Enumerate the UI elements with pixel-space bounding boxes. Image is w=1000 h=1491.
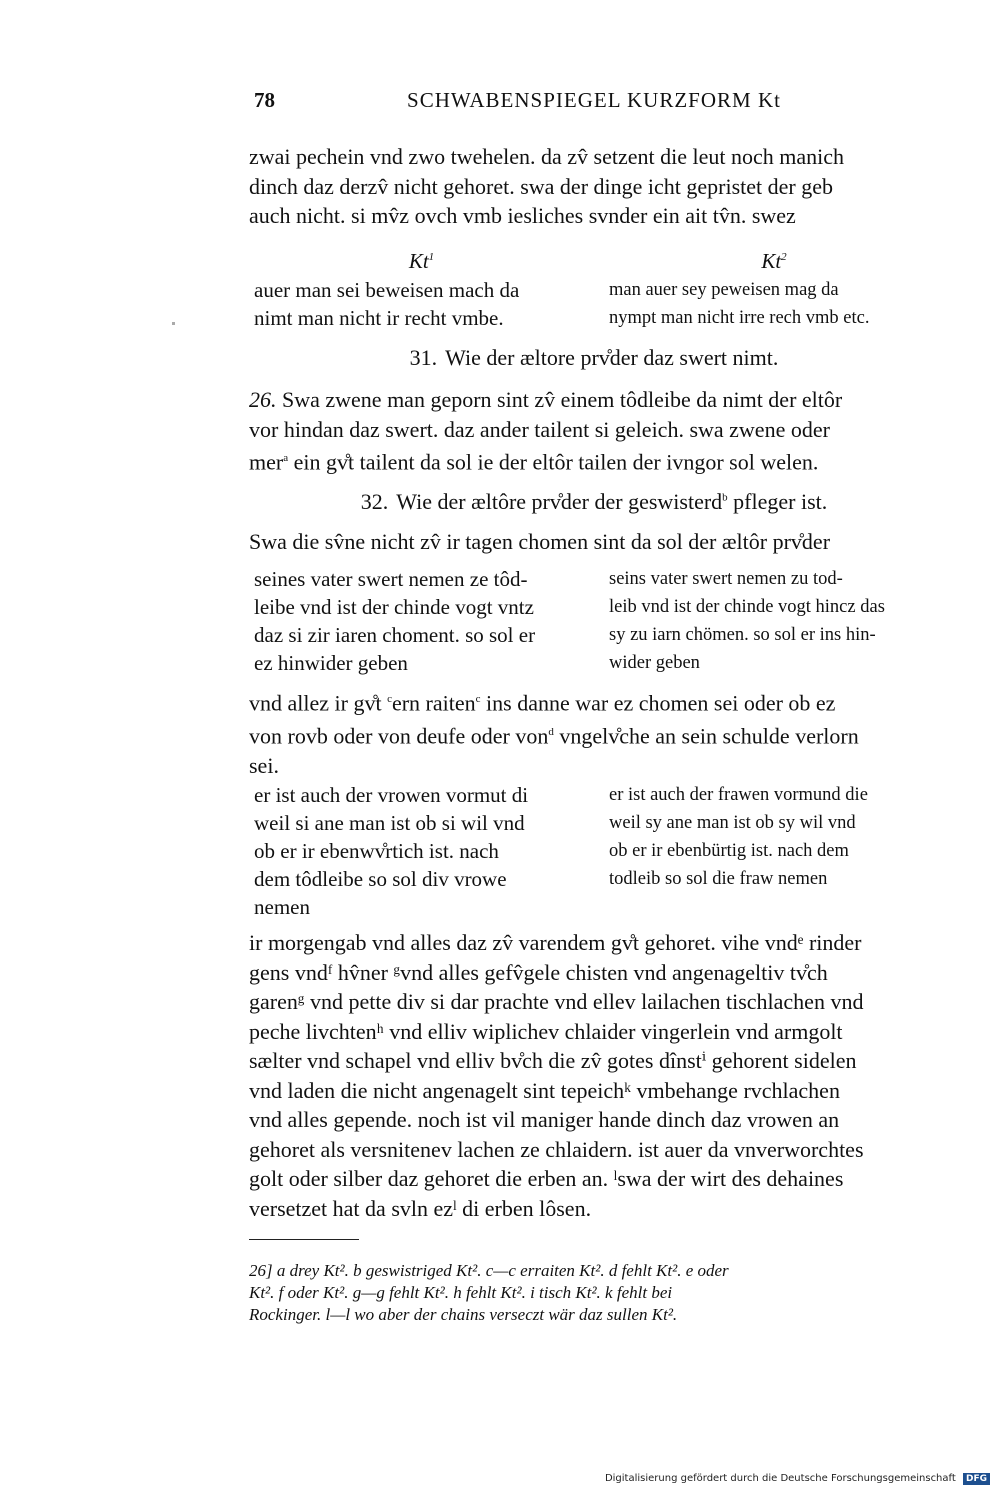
text-line: man auer sey peweisen mag da	[609, 280, 839, 300]
text-line: von rovb oder von deufe oder von$^d$ vngelv̊che an sein schulde verlorn	[249, 723, 859, 749]
text-line: 26. Swa zwene man geporn sint zv̂ einem tôdleibe da nimt der eltôr	[249, 387, 843, 412]
text-line: weil si ane man ist ob si wil vnd	[254, 811, 525, 835]
text-line: er ist auch der vrowen vormut di	[254, 783, 529, 807]
running-title: SCHWABENSPIEGEL KURZFORM Kt	[407, 88, 781, 112]
section-heading-31: 31. Wie der æltore prv̊der daz swert nimt.	[409, 345, 779, 370]
column-kt1	[254, 565, 589, 677]
text-line: vnd laden die nicht angenagelt sint tepeichᵏ vmbehange rvchlachen	[249, 1077, 840, 1103]
text-line: gehoret als versnitenev lachen ze chlaidern. ist auer da vnverworchtes	[249, 1136, 864, 1162]
text-line: vor hindan daz swert. daz ander tailent si geleich. swa zwene oder	[249, 416, 830, 442]
column-heading-kt2: Kt$^2$	[761, 249, 787, 273]
text-line: gens vndᶠ hv̂ner ᵍvnd alles gefv̂gele chisten vnd angenageltiv tv̊ch	[249, 959, 828, 985]
text-line: dinch daz derzv̂ nicht gehoret. swa der dinge icht gepristet der geb	[249, 173, 833, 199]
footnote-line: Kt². f oder Kt². g—g fehlt Kt². h fehlt Kt². i tisch Kt². k fehlt bei	[249, 1283, 673, 1302]
text-line: nympt man nicht irre rech vmb etc.	[609, 308, 870, 328]
column-kt2	[609, 242, 939, 332]
text-line: sei.	[249, 752, 279, 778]
text-line: vnd allez ir gv̊t $^c$ern raiten$^c$ ins danne war ez chomen sei oder ob ez	[249, 690, 836, 716]
text-line: ob er ir ebenwv̊rtich ist. nach	[254, 839, 499, 863]
text-line: nemen	[254, 895, 310, 919]
text-line: daz si zir iaren choment. so sol er	[254, 623, 536, 647]
text-line: Swa die sv̂ne nicht zv̂ ir tagen chomen sint da sol der æltôr prv̊der	[249, 529, 831, 554]
text-line: wider geben	[609, 653, 700, 673]
footnote-line: 26] a drey Kt². b geswistriged Kt². c—c erraiten Kt². d fehlt Kt². e oder	[249, 1261, 729, 1280]
column-kt2	[609, 565, 939, 677]
column-kt1	[254, 781, 589, 921]
page-number: 78	[254, 88, 275, 112]
text-line: sælter vnd schapel vnd elliv bv̊ch die zv̂ gotes dînstⁱ gehorent sidelen	[249, 1048, 857, 1073]
column-heading-kt1: Kt$^1$	[408, 249, 435, 273]
text-line: weil sy ane man ist ob sy wil vnd	[609, 813, 856, 833]
text-line: mer$^a$ ein gv̊t tailent da sol ie der eltôr tailen der ivngor sol welen.	[249, 449, 819, 475]
text-line: seines vater swert nemen ze tôd-	[254, 567, 528, 591]
footnote-line: Rockinger. l—l wo aber der chains verseczt wär daz sullen Kt².	[249, 1305, 678, 1324]
column-kt2	[609, 781, 939, 893]
page-header	[249, 88, 939, 122]
text-line: seins vater swert nemen zu tod-	[609, 569, 843, 589]
text-line: auch nicht. si mv̂z ovch vmb iesliches svnder ein ait tv̂n. swez	[249, 203, 796, 228]
sponsor-credit	[605, 1473, 990, 1485]
column-kt1	[254, 242, 589, 332]
middle-paragraph	[249, 685, 939, 780]
text-line: vnd alles gepende. noch ist vil maniger hande dinch daz vrowen an	[249, 1107, 840, 1132]
text-line: leibe vnd ist der chinde vogt vntz	[254, 595, 534, 619]
text-line: sy zu iarn chömen. so sol er ins hin-	[609, 625, 876, 645]
text-line: versetzet hat da svln ezˡ di erben lôsen.	[249, 1195, 592, 1221]
sponsor-text: Digitalisierung gefördert durch die Deutsche Forschungsgemeinschaft	[604, 1473, 956, 1484]
text-line: golt oder silber daz gehoret die erben an. ˡswa der wirt des dehaines	[249, 1166, 844, 1191]
intro-paragraph	[249, 142, 939, 231]
text-line: nimt man nicht ir recht vmbe.	[254, 306, 504, 330]
footnotes	[249, 1260, 939, 1326]
text-line: zwai pechein vnd zwo twehelen. da zv̂ setzent die leut noch manich	[249, 144, 844, 169]
text-line: peche livchtenʰ vnd elliv wiplichev chlaider vingerlein vnd armgolt	[249, 1018, 843, 1044]
section-heading-32: 32. Wie der æltôre prv̊der der geswisterd$^b$ pfleger ist.	[360, 489, 828, 514]
text-line: ob er ir ebenbürtig ist. nach dem	[609, 841, 849, 861]
dfg-logo: DFG	[963, 1473, 990, 1485]
text-line: ir morgengab vnd alles daz zv̂ varendem gv̊t gehoret. vihe vndᵉ rinder	[249, 930, 862, 955]
footnote-rule	[249, 1239, 359, 1240]
scan-speck	[172, 322, 175, 325]
text-line: dem tôdleibe so sol div vrowe	[254, 867, 507, 891]
paragraph-26	[249, 385, 939, 477]
text-line: garenᵍ vnd pette div si dar prachte vnd ellev lailachen tischlachen vnd	[249, 989, 864, 1014]
text-line: ez hinwider geben	[254, 651, 408, 675]
text-line: leib vnd ist der chinde vogt hincz das	[609, 597, 885, 617]
final-paragraph	[249, 928, 939, 1223]
text-line: er ist auch der frawen vormund die	[609, 785, 868, 805]
section-32-intro	[249, 527, 939, 557]
text-line: auer man sei beweisen mach da	[254, 278, 520, 302]
text-line: todleib so sol die fraw nemen	[609, 869, 828, 889]
